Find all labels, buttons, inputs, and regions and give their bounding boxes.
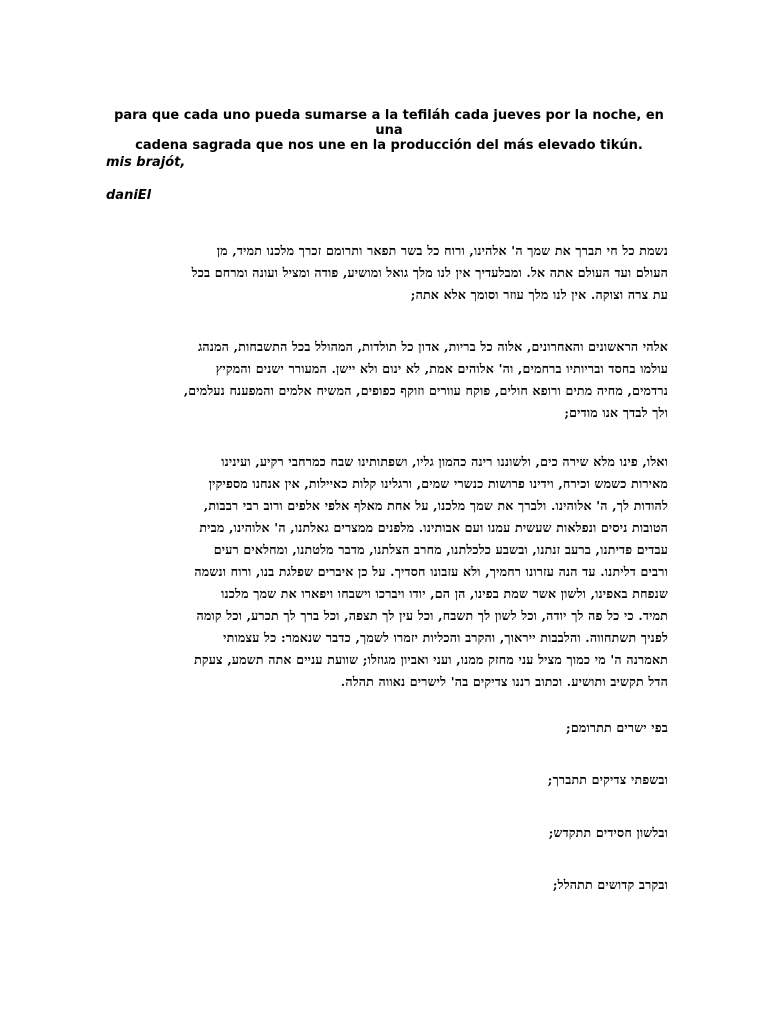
prayer-line: תמיד. כי כל פה לך יודה, וכל לשון לך תשבח, וכל עין לך תצפה, וכל ברך לך תכרע, וכל קומה (196, 608, 668, 623)
prayer-line: שנפחת באפינו, ולשון אשר שמת בפינו, הן הם, יודו ויברכו וישבחו ויפארו את שמך מלכנו (221, 586, 668, 601)
prayer-paragraph-2 (100, 336, 668, 424)
prayer-line: מאירות כשמש וכירח, וידינו פרושות כנשרי שמים, ורגלינו קלות כאיילות, אין אנחנו מספיקין (208, 476, 668, 491)
prayer-line: להודות לך, ה' אלוהינו. ולברך את שמך מלכנו, על אחת מאלף אלפי אלפים ורוב רבי רבבות, (203, 498, 668, 513)
intro-line: para que cada uno pueda sumarse a la tefiláh cada jueves por la noche, en una (114, 108, 664, 138)
prayer-line: ורבים דליתנו. עד הנה עזרונו רחמיך, ולא עזבונו חסדיך. על כן איברים שפלגת בנו, ורוח ונשמה (194, 564, 668, 579)
signature: daniEl (106, 188, 152, 203)
verse-line: ובשפתי צדיקים תתברך; (547, 772, 668, 787)
verse-line: ובלשון חסידים תתקדש; (548, 825, 668, 840)
prayer-paragraph-3 (100, 451, 668, 693)
prayer-line: העולם ועד העולם אתה אל. ומבלעדיך אין לנו מלך גואל ומושיע, פודה ומציל ועונה ומרחם בכל (191, 265, 668, 280)
greeting: mis brajót, (106, 155, 186, 170)
prayer-line: עולמו בחסד ובריותיו ברחמים, וה' אלוהים אמת, לא ינום ולא יישן. המעורר ישנים והמקיץ (215, 361, 668, 376)
prayer-paragraph-1 (100, 240, 668, 306)
prayer-line: תאמרנה ה' מי כמוך מציל עני מחזק ממנו, ועני ואביון מגוזלו; שוועת עניים אתה תשמע, צעקת (194, 652, 668, 667)
verse-line: ובקרב קדושים תתהלל; (552, 877, 668, 892)
intro-text (105, 108, 673, 153)
prayer-line: נשמת כל חי תברך את שמך ה' אלהינו, ורוח כל בשר תפאר ותרומם זכרך מלכנו תמיד, מן (216, 243, 668, 258)
prayer-line: ולך לבדך אנו מודים; (564, 405, 668, 420)
prayer-line: הדל תקשיב ותושיע. וכתוב רננו צדיקים בה' לישרים נאווה תהלה. (340, 674, 668, 689)
verse-line: בפי ישרים תתרומם; (566, 720, 668, 735)
prayer-line: הטובות ניסים ונפלאות שעשית עמנו ועם אבותינו. מלפנים ממצרים גאלתנו, ה' אלוהינו, מבית (199, 520, 668, 535)
prayer-line: עת צרה וצוקה. אין לנו מלך עוזר וסומך אלא אתה; (410, 287, 668, 302)
prayer-line: ואלו, פינו מלא שירה כים, ולשוננו רינה כהמון גליו, ושפתותינו שבח כמרחבי רקיע, ועינינו (221, 454, 668, 469)
prayer-line: עבדים פדיתנו, ברעב זנתנו, ובשבע כלכלתנו, מחרב הצלתנו, מדבר מלטתנו, ומחלאים רעים (213, 542, 668, 557)
prayer-line: נרדמים, מחיה מתים ורופא חולים, פוקח עוורים וזוקף כפופים, המשיח אלמים והמפענח נעלמים, (183, 383, 668, 398)
prayer-line: אלהי הראשונים והאחרונים, אלוה כל בריות, אדון כל תולדות, המהולל בכל התשבחות, המנהג (198, 339, 668, 354)
prayer-line: לפניך תשתחווה. והלבבות ייראוך, והקרב והכליות יזמרו לשמך, כדבר שנאמר: כל עצמותי (223, 630, 668, 645)
intro-line: cadena sagrada que nos une en la producción del más elevado tikún. (135, 138, 643, 153)
